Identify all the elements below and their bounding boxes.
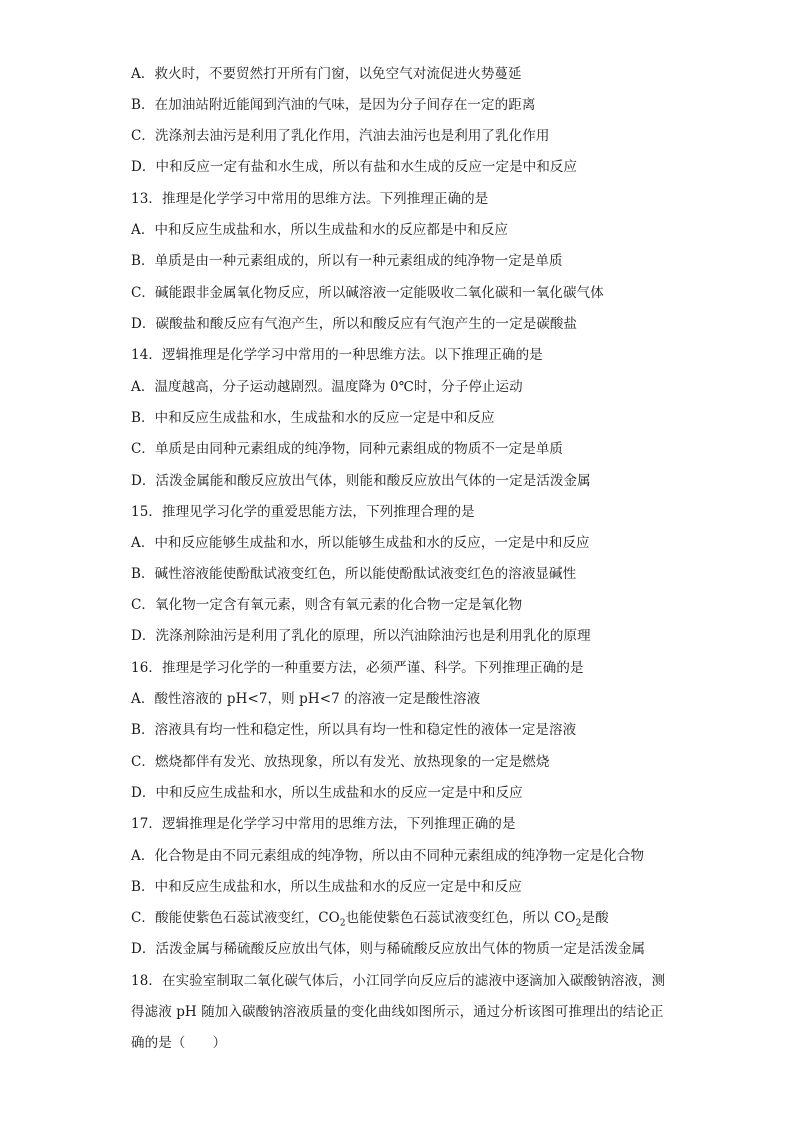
text-line: A．温度越高，分子运动越剧烈。温度降为 0℃时，分子停止运动 — [131, 379, 523, 395]
text-line: B．在加油站附近能闻到汽油的气味，是因为分子间存在一定的距离 — [131, 97, 536, 113]
subscript: 2 — [575, 918, 582, 929]
text-line: B．单质是由一种元素组成的，所以有一种元素组成的纯净物一定是单质 — [131, 253, 563, 269]
text-line: B．中和反应生成盐和水，生成盐和水的反应一定是中和反应 — [131, 410, 495, 426]
text-line: D．洗涤剂除油污是利用了乳化的原理，所以汽油除油污也是利用乳化的原理 — [131, 628, 591, 644]
question-17: 17．逻辑推理是化学学习中常用的思维方法，下列推理正确的是 — [131, 816, 516, 832]
text-line: A．酸性溶液的 pH<7，则 pH<7 的溶液一定是酸性溶液 — [131, 691, 481, 707]
question-18: 18．在实验室制取二氧化碳气体后，小江同学向反应后的滤液中逐滴加入碳酸钠溶液，测得滤液 pH 随加入碳酸钠溶液质量的变化曲线如图所示，通过分析该图可推理出的结论正确的是（ ） — [131, 973, 666, 1051]
question-14: 14．逻辑推理是化学学习中常用的一种思维方法。以下推理正确的是 — [131, 347, 543, 363]
text-fragment: C．酸能使紫色石蕊试液变红，CO — [131, 910, 340, 926]
question-16: 16．推理是学习化学的一种重要方法，必须严谨、科学。下列推理正确的是 — [131, 660, 584, 676]
text-line: A．中和反应生成盐和水，所以生成盐和水的反应都是中和反应 — [131, 222, 509, 238]
text-line: C．洗涤剂去油污是利用了乳化作用，汽油去油污也是利用了乳化作用 — [131, 128, 550, 144]
text-line: B．中和反应生成盐和水，所以生成盐和水的反应一定是中和反应 — [131, 879, 522, 895]
text-line: C．单质是由同种元素组成的纯净物，同种元素组成的物质不一定是单质 — [131, 441, 564, 457]
text-line: D．活泼金属能和酸反应放出气体，则能和酸反应放出气体的一定是活泼金属 — [131, 473, 591, 489]
text-line: D．活泼金属与稀硫酸反应放出气体，则与稀硫酸反应放出气体的物质一定是活泼金属 — [131, 941, 646, 957]
subscript: 2 — [339, 918, 346, 929]
text-line: B．碱性溶液能使酚酞试液变红色，所以能使酚酞试液变红色的溶液显碱性 — [131, 566, 577, 582]
text-fragment: 是酸 — [581, 910, 609, 926]
question-13: 13．推理是化学学习中常用的思维方法。下列推理正确的是 — [131, 191, 489, 207]
text-fragment: 也能使紫色石蕊试液变红色，所以 CO — [345, 910, 576, 926]
text-line: C．氧化物一定含有氧元素，则含有氧元素的化合物一定是氧化物 — [131, 597, 523, 613]
text-line: D．碳酸盐和酸反应有气泡产生，所以和酸反应有气泡产生的一定是碳酸盐 — [131, 316, 578, 332]
text-line: A．救火时，不要贸然打开所有门窗，以免空气对流促进火势蔓延 — [131, 66, 522, 82]
text-line: C．燃烧都伴有发光、放热现象，所以有发光、放热现象的一定是燃烧 — [131, 754, 550, 770]
text-line-with-formula — [131, 908, 671, 928]
question-15: 15．推理见学习化学的重爱思能方法，下列推理合理的是 — [131, 504, 475, 520]
text-line: D．中和反应生成盐和水，所以生成盐和水的反应一定是中和反应 — [131, 785, 523, 801]
text-line: A．中和反应能够生成盐和水，所以能够生成盐和水的反应，一定是中和反应 — [131, 535, 590, 551]
text-line: D．中和反应一定有盐和水生成，所以有盐和水生成的反应一定是中和反应 — [131, 159, 578, 175]
text-line: B．溶液具有均一性和稳定性，所以具有均一性和稳定性的液体一定是溶液 — [131, 722, 577, 738]
text-line: A．化合物是由不同元素组成的纯净物，所以由不同种元素组成的纯净物一定是化合物 — [131, 848, 645, 864]
text-line: C．碱能跟非金属氧化物反应，所以碱溶液一定能吸收二氧化碳和一氧化碳气体 — [131, 285, 604, 301]
